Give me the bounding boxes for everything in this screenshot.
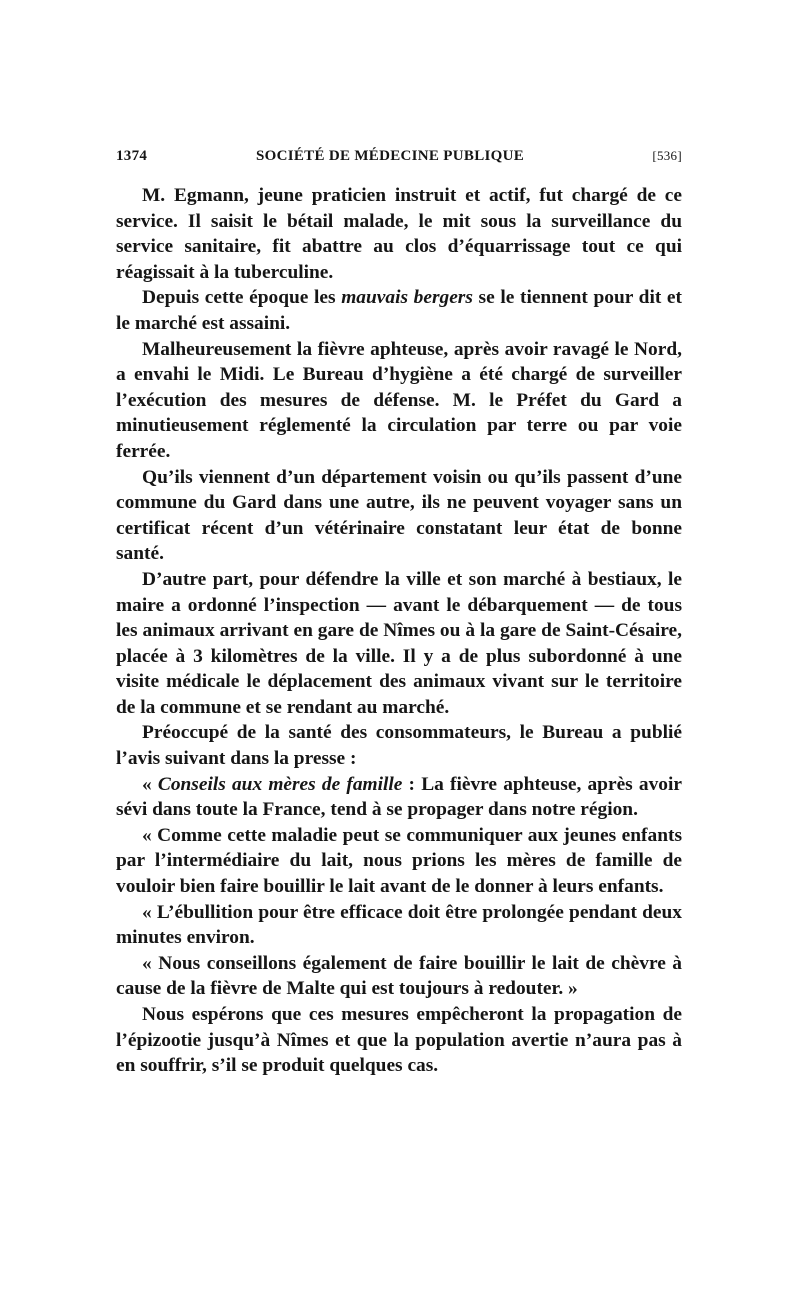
- body-text: [116, 183, 682, 1079]
- paragraph-conseils: [116, 772, 682, 823]
- paragraph-text: «: [142, 773, 158, 795]
- page-header: [116, 148, 682, 172]
- paragraph-text: se le tiennent pour dit et le marché est assaini.: [116, 287, 682, 334]
- paragraph-avis-presse: Préoccupé de la santé des consommateurs, le Bureau a publié l’avis suivant dans la presse :: [116, 722, 682, 770]
- italic-phrase: mauvais bergers: [341, 287, 473, 309]
- paragraph-ebullition: « L’ébullition pour être efficace doit être prolongée pendant deux minutes environ.: [116, 901, 682, 949]
- paragraph-egmann: M. Egmann, jeune praticien instruit et actif, fut chargé de ce service. Il saisit le bétail malade, le mit sous la surveillance du service sanitaire, fit abattre au clos d’équarrissage tout ce qui réagissait à la tuberculine.: [116, 185, 682, 283]
- paragraph-mauvais-bergers: [116, 285, 682, 336]
- paragraph-jeunes-enfants: « Comme cette maladie peut se communiquer aux jeunes enfants par l’intermédiaire du lait, nous prions les mères de famille de vouloir bien faire bouillir le lait avant de le donner à leurs enfants.: [116, 824, 682, 898]
- running-title: SOCIÉTÉ DE MÉDECINE PUBLIQUE: [256, 148, 525, 164]
- paragraph-text: : La fièvre aphteuse, après avoir sévi dans toute la France, tend à se propager dans notre région.: [116, 773, 682, 821]
- paragraph-text: Depuis cette époque les: [142, 287, 342, 309]
- paragraph-lait-chevre: « Nous conseillons également de faire bouillir le lait de chèvre à cause de la fièvre de Malte qui est toujours à redouter. »: [116, 952, 682, 1000]
- paragraph-certificat: Qu’ils viennent d’un département voisin ou qu’ils passent d’une commune du Gard dans une autre, ils ne peuvent voyager sans un certificat récent d’un vétérinaire constatant leur état de bonne santé.: [116, 466, 682, 565]
- italic-phrase: Conseils aux mères de famille: [157, 773, 403, 795]
- page-number-left: 1374: [116, 148, 148, 164]
- paragraph-fievre-aphteuse: Malheureusement la fièvre aphteuse, après avoir ravagé le Nord, a envahi le Midi. Le Bureau d’hygiène a été chargé de surveiller l’exécution des mesures de défense. M. le Préfet du Gard a minutieusement réglementé la circulation par terre ou par voie ferrée.: [116, 338, 682, 462]
- page-number-right: [536]: [652, 148, 682, 163]
- paragraph-conclusion: Nous espérons que ces mesures empêcheront la propagation de l’épizootie jusqu’à Nîmes et que la population avertie n’aura pas à en souffrir, s’il se produit quelques cas.: [116, 1004, 682, 1077]
- paragraph-inspection: D’autre part, pour défendre la ville et son marché à bestiaux, le maire a ordonné l’inspection — avant le débarquement — de tous les animaux arrivant en gare de Nîmes ou à la gare de Saint-Césaire, placée à 3 kilomètres de la ville. Il y a de plus subordonné à une visite médicale le déplacement des animaux vivant sur le territoire de la commune et se rendant au marché.: [116, 568, 682, 718]
